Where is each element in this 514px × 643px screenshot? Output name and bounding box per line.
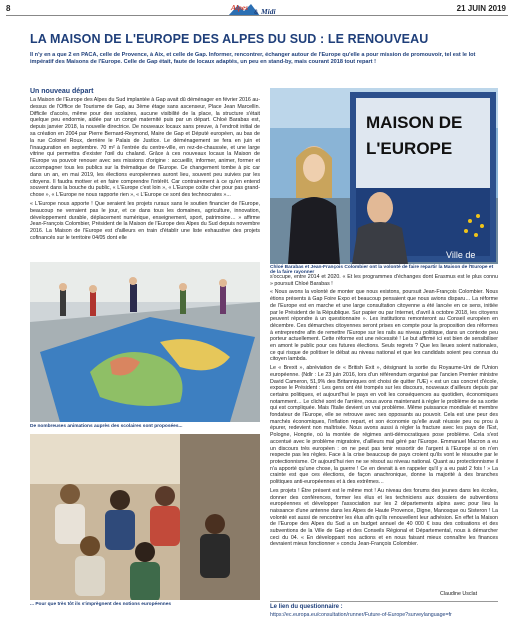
photo-children-classroom bbox=[30, 434, 260, 600]
caption-photo-1: Chloé Barabas et Jean-François Colombier ont la volonté de faire repartir la Maison de l'Europe et de la faire rayonner bbox=[270, 265, 494, 275]
logo-text-2: Midi bbox=[261, 7, 276, 16]
page-number: 8 bbox=[6, 4, 11, 13]
sign-text-2: L'EUROPE bbox=[366, 139, 453, 158]
questionnaire-link[interactable]: https://ec.europa.eu/consultation/runner/Future-of-Europe?surveylanguage=fr bbox=[270, 612, 452, 618]
photo-school-map bbox=[30, 262, 260, 422]
page-header bbox=[0, 0, 514, 22]
paragraph-r3: Le « Brexit », abréviation de « British Exit », désignant la sortie du Royaume-Uni de l'Union européenne. (Ndlr : Le 23 juin 2016, lors d'un référendum organisé par l'ancien Premier ministre David Cameron, 51,9% des Britanniques ont choisi de quitter l'UE) « est un cas concret d'école, expose le Président : Les gens ont été trompés sur les discours, nouveaux d'ailleurs depuis par certains politiques, et aujourd'hui le pays en voit les conséquences au quotidien, économiques notamment… Le cliché sont de l'arrière, nous avons maintenant à régler le problème de sa sortie qui est compliquée. Mais l'Italie devient un vrai problème. Même puissance mondiale et membre fondateur de l'Europe, elle se retrouve avec ses opposants au pouvoir. Cela est une peur des marchés économiques, l'inflation repart, et son économie qu'elle avait réussie peu ou prou à épurer, redevient non maîtrisée. Nous avons aussi à régler la fracture avec les pays de l'Est, Pologne, Hongrie, où la montée de régimes anti-démocratiques pose problème. Cela s'est accentué avec le problème migratoire, d'ailleurs mal géré par l'Europe. Emmanuel Macron a eu un discours très européen : on ne peut pas tenir ressortir de l'argent à l'Europe si on n'en respecte pas les règles. Face à la crise beaucoup de pays croient qu'ils vont le résoudre par le protectionnisme. Or aujourd'hui rien ne se résout au niveau national. Quant au protectionnisme il n'a apporté qu'une chose, la guerre ! Ce en devrait à en rappeler qu'il y a eu paid 2 fois ! » La crainte est que ces élections, de façon anachronique, donne la majorité à des branches politiques anti-européennes et à des extrêmes… bbox=[270, 365, 498, 486]
paragraph-r1: s'occupe, entre 2014 et 2020. « Et les programmes d'échanges dont Erasmus est le plus connu » poursuit Chloé Barabas ! bbox=[270, 274, 498, 287]
logo-text-1: Alpes bbox=[231, 3, 249, 12]
photo-director-president bbox=[270, 88, 498, 264]
article-lead: Il n'y en a que 2 en PACA, celle de Provence, à Aix, et celle de Gap. Informer, rencontrer, échanger autour de l'Europe qu'elle a pour mission de promouvoir, tel est le lot impératif des Maisons de l'Europe. Celle de Gap était, faute de locaux adaptés, un peu en stand-by, mais courant 2018 tout repart ! bbox=[30, 52, 476, 66]
sign-text-1: MAISON DE bbox=[366, 113, 463, 132]
sign-text-3: Ville de bbox=[446, 250, 476, 260]
right-column bbox=[270, 274, 498, 550]
paragraph-1: La Maison de l'Europe des Alpes du Sud implantée à Gap avait dû déménager en février 2016 au-dessus de l'Office de Tourisme de Gap, au 3ème étage sans ascenseur, Place Jean Marcellin. Difficile d'accès, même pour des scolaires, aucune visibilité de la place, la structure s'était quelque peu endormie, aidée par un congé maternité puis par un départ. Chloé Barabas est, depuis janvier 2018, la nouvelle directrice. De nouveaux locaux sans preuve, à l'endroit initial de sa création en 2004 par Pierre Bernard-Reymond, Maire de Gap et Député européen, au bas de la rue Colonel Roux, derrière le Palais de Justice. Le déménagement se fera en juin et l'inauguration en septembre. 70 m² à l'entrée du centre-ville, en rez-de-chaussée, et une large vitrine qui permettra d'exister l'œil du chaland. Grâce à ces nouveaux locaux la Maison de l'Europe va pouvoir renouer avec ses missions d'origine : accueillir, informer, animer, former et accompagner tous les publics sur la thématique de l'Europe. Ce changement tombe à pic car dans un an, en mai 2019, les élections européennes auront lieu, souvent peu suivies par les citoyens. Il faudra motiver et en faire comprendre l'intérêt. Car contrairement à ce qu'en entend souvent dans la bouche du public, « L'Europe c'est loin », « L'Europe coûte cher pour pas grand-chose », « L'Europe ne nous rapporte rien », « L'Europe ce sont des technocrates »... bbox=[30, 97, 260, 199]
link-divider bbox=[270, 601, 498, 602]
left-column bbox=[30, 88, 260, 244]
paragraph-r4: Les projets ! Être présent est le même mot ! Au niveau des forums des jeunes dans les écoles, donner des conférences, former les élus et les techniciens aux dossiers de subventions européennes et développer l'association sur les 2 départements alpins avec pour lieu la naissance d'une antenne dans les Alpes de Haute Provence, Digne, Manosque ou Sisteron ! La volonté est aussi de rencontrer les élus afin qu'ils renouvellent leur adhésion. En effet la Maison de l'Europe des Alpes du Sud a un budget annuel de 40 000 € issu des cotisations et des subventions de la Ville de Gap et des Conseils Régional et Départemental, nous à démarcher ceci du 04. « En développant nos actions et en nous faisant mieux connaître les finances devraient mieux fonctionner » conclu Jean-François Colombier. bbox=[270, 487, 498, 548]
page-date: 21 JUIN 2019 bbox=[456, 4, 506, 13]
newspaper-logo bbox=[226, 1, 296, 19]
paragraph-r2: « Nous avons la volonté de monter que nous existons, poursuit Jean-François Colombier. Nous étions présents à Gap Foire Expo et beaucoup pensaient que nous avions disparu… La réforme de l'Europe est en marche et une large consultation citoyenne a été lancée en ce sens, initiée par le Président de la République. Sur papier ou par Internet, d'avril à octobre 2018, les citoyens peuvent répondre à un questionnaire ». Les institutions remonteront au Conseil européen en décembre. Ces démarches citoyennes seront prises en compte pour la proposition des réformes à entreprendre afin de remettre l'Europe sur les rails au niveau politique, dans un contexte peu porteur actuellement. Cette réforme est une nécessité ! Le but affirmé ici est bien de sensibiliser en amont le public pour ces futures élections. Seuls regrets ? Que les lieues soient nationales, ce qui risque de politiser le débat au niveau national et que les candidats soient peu connus du citoyen lambda. bbox=[270, 289, 498, 363]
author-signature: Claudine Usclat bbox=[440, 591, 478, 597]
caption-photo-3: ... Pour que très tôt ils s'imprègnent des notions européennes bbox=[30, 602, 172, 607]
paragraph-2: « L'Europe nous apporte ! Que seraient les projets ruraux sans le soutien financier de l'Europe, beaucoup ne verraient pas le jour, et ce dans tous les domaines, agriculture, innovation, développement durable, déplacement numérique, enseignement, sport, patrimoine… » affirme Jean-François Colombier, Président de la Maison de l'Europe des Alpes du Sud depuis novembre 2016. La Maison de l'Europe est d'ailleurs en train d'établir une liste exhaustive des projets cofinancés sur le territoire 04/05 dont elle bbox=[30, 200, 260, 241]
logo-ampersand: & bbox=[254, 10, 259, 16]
article-title: LA MAISON DE L'EUROPE DES ALPES DU SUD : LE RENOUVEAU bbox=[30, 32, 429, 46]
header-rule bbox=[6, 15, 508, 16]
section-heading: Un nouveau départ bbox=[30, 88, 94, 95]
questionnaire-label: Le lien du questionnaire : bbox=[270, 604, 343, 610]
caption-photo-2: De nombreuses animations auprès des scolaires sont proposées... bbox=[30, 424, 183, 429]
